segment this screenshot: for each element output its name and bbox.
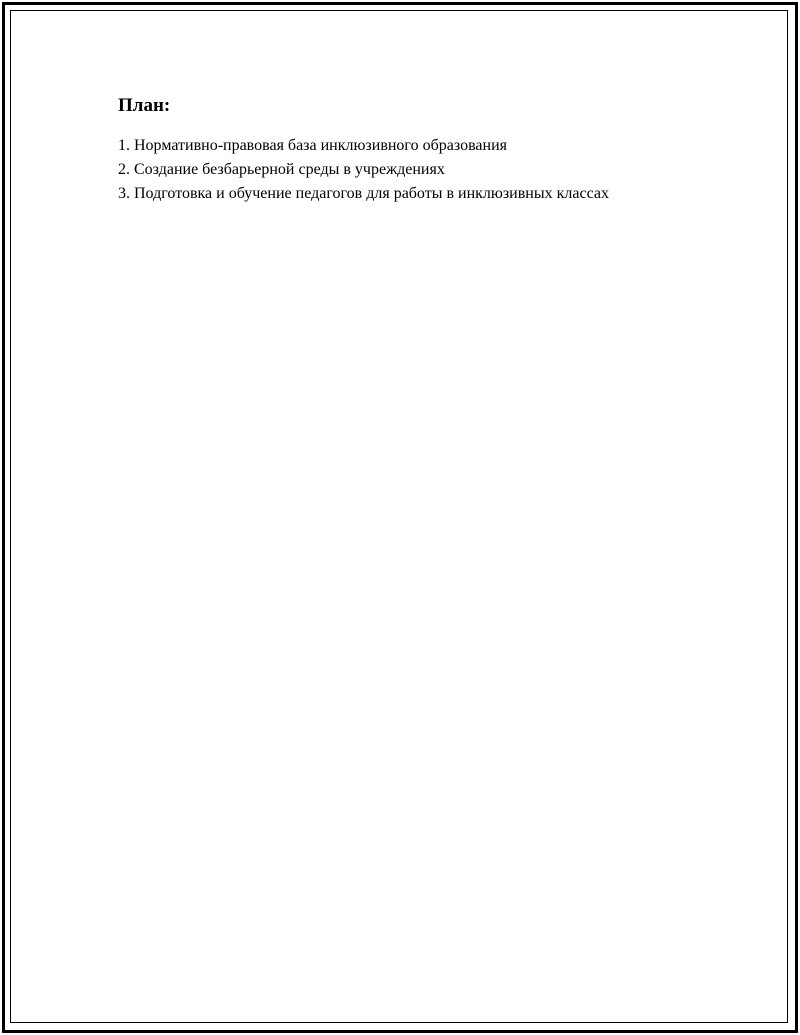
plan-list (118, 134, 638, 206)
document-body (118, 94, 638, 206)
plan-item-3: 3. Подготовка и обучение педагогов для работы в инклюзивных классах (118, 185, 609, 202)
plan-item-2: 2. Создание безбарьерной среды в учреждениях (118, 161, 445, 178)
plan-heading: План: (118, 95, 171, 116)
plan-item-1: 1. Нормативно-правовая база инклюзивного образования (118, 137, 507, 154)
